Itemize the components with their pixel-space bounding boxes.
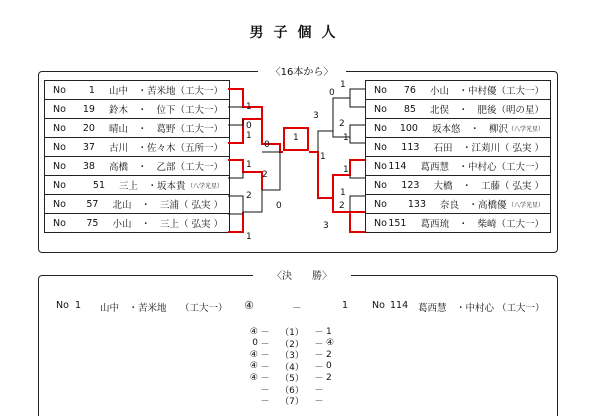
entry-num: 20 [82, 122, 95, 134]
bout-r: 1 [326, 326, 332, 337]
final-left-num: 1 [75, 300, 82, 311]
score-l5: 2 [262, 170, 268, 180]
entry-no: No [374, 179, 387, 191]
final-left-name: 山中 ・苦米地 [100, 303, 167, 314]
entry-aff: （八学光星） [507, 125, 544, 133]
entry-aff: （八学光星） [186, 182, 223, 190]
bout-r: 0 [326, 361, 332, 372]
entry-num: 123 [401, 179, 420, 191]
entry-num: 51 [92, 179, 105, 191]
final-right-aff: （工大一） [497, 303, 545, 314]
bout-n: （7） [280, 397, 304, 408]
entry-num: 75 [86, 217, 99, 229]
bout-r: ④ [326, 338, 335, 349]
entry-num: 37 [82, 141, 95, 153]
bout-dash: － [314, 328, 324, 339]
final-right-no: No [372, 300, 385, 311]
entry-aff: （八学光星） [507, 201, 544, 209]
entry-num: 113 [401, 141, 420, 153]
entry-aff: （工大一） [496, 86, 544, 97]
bout-dash: － [260, 374, 270, 385]
bout-dash: － [314, 385, 324, 396]
entry-name: 晴山 ・ 葛野 [108, 124, 176, 135]
bout-l: ④ [249, 372, 258, 383]
entry-num: 1 [88, 84, 95, 96]
entry-no: No [374, 217, 387, 229]
entry-name: 坂本悠 ・ 柳沢 [431, 124, 508, 135]
bout-dash: － [260, 362, 270, 373]
bout-n: （5） [280, 374, 304, 385]
bout-n: （1） [280, 328, 304, 339]
entry-name: 山中 ・苦米地 [108, 86, 176, 97]
score-center-right: 1 [320, 152, 326, 162]
bout-l: ④ [249, 349, 258, 360]
final-bout-list [240, 326, 360, 407]
entry-aff: （明の星） [496, 105, 544, 116]
score-l1: 1 [246, 102, 252, 112]
final-right-score: 1 [342, 300, 349, 311]
entry-name: 北俣 ・ 肥後 [429, 105, 497, 116]
page-title: 男子個人 [249, 25, 346, 41]
entry-no: No [374, 122, 387, 134]
entry-num: 85 [403, 103, 416, 115]
bout-dash: － [314, 397, 324, 408]
final-right-name: 葛西慧 ・中村心 [418, 303, 495, 314]
score-r1: 1 [340, 80, 346, 90]
score-r1-top: 3 [313, 111, 319, 121]
entry-name: 葛西慧 ・中村心 [420, 162, 497, 173]
entry-no: No [374, 141, 387, 153]
entry-num: 38 [82, 160, 95, 172]
score-r7: 1 [343, 165, 349, 175]
entry-no: No [53, 122, 66, 134]
score-r5: 1 [340, 188, 346, 198]
bout-dash: － [314, 374, 324, 385]
entry-aff: （工大一） [496, 162, 544, 173]
bout-row [240, 395, 360, 407]
bracket-title: 〈16本から〉 [258, 63, 346, 78]
entry-name: 石田 ・江苅川 [433, 143, 500, 154]
score-r2: 2 [339, 119, 345, 129]
entry-name: 奈良 ・高橋優 [440, 200, 507, 211]
entry-no: No [53, 179, 66, 191]
score-final-win: 1 [293, 133, 299, 143]
bout-n: （3） [280, 351, 304, 362]
entry-aff: （工大一） [175, 86, 223, 97]
entry-aff: （工大一） [496, 219, 544, 230]
final-right-num: 114 [390, 300, 409, 311]
bout-l: ④ [249, 326, 258, 337]
entry-num: 133 [407, 198, 426, 210]
entry-no: No [53, 141, 66, 153]
entry-name: 小山 ・ 三上 [112, 219, 179, 230]
final-left-score: ④ [244, 299, 254, 312]
entry-aff: （ 弘実 ） [499, 143, 544, 154]
entry-no: No [374, 198, 387, 210]
entry-name: 鈴木 ・ 位下 [108, 105, 176, 116]
entry-name: 古川 ・佐々木 [108, 143, 176, 154]
entry-num: 57 [86, 198, 99, 210]
entry-no: No [374, 103, 387, 115]
final-title: 〈決 勝〉 [253, 267, 351, 282]
bout-n: （6） [280, 385, 304, 396]
bout-dash: － [260, 385, 270, 396]
entry-no: No [53, 198, 66, 210]
score-l8: 0 [276, 201, 282, 211]
bout-dash: － [314, 339, 324, 350]
score-l9: 1 [246, 232, 252, 242]
entry-num: 151 [388, 217, 407, 229]
score-r3: 1 [343, 133, 349, 143]
entry-aff: （ 弘実 ） [178, 219, 223, 230]
bout-n: （2） [280, 339, 304, 350]
bout-l: ④ [249, 361, 258, 372]
bout-dash: － [260, 351, 270, 362]
score-r4: 0 [329, 88, 335, 98]
final-dash: － [292, 303, 302, 314]
entry-aff: （五所一） [175, 143, 223, 154]
entry-name: 高橋 ・ 乙部 [108, 162, 176, 173]
entry-aff: （工大一） [175, 162, 223, 173]
score-l2: 0 [246, 121, 252, 131]
entry-name: 葛西琉 ・ 柴崎 [420, 219, 497, 230]
entry-num: 114 [388, 160, 407, 172]
bout-dash: － [260, 328, 270, 339]
entry-aff: （ 弘実 ） [499, 181, 544, 192]
bout-r: 2 [326, 349, 332, 360]
score-l3: 0 [264, 140, 270, 150]
bout-n: （4） [280, 362, 304, 373]
entry-num: 19 [82, 103, 95, 115]
final-left-aff: （工大一） [180, 303, 228, 314]
entry-name: 大橋 ・ 工藤 [433, 181, 500, 192]
entry-aff: （工大一） [175, 105, 223, 116]
entry-no: No [53, 84, 66, 96]
final-left-no: No [56, 300, 69, 311]
entry-no: No [53, 217, 66, 229]
bout-dash: － [260, 339, 270, 350]
bout-r: 2 [326, 372, 332, 383]
entry-no: No [53, 103, 66, 115]
entry-aff: （工大一） [175, 124, 223, 135]
bout-dash: － [260, 397, 270, 408]
score-l7: 2 [246, 191, 252, 201]
entry-aff: （ 弘実 ） [178, 200, 223, 211]
entry-no: No [374, 84, 387, 96]
entry-num: 76 [403, 84, 416, 96]
score-r1-bottom: 3 [323, 221, 329, 231]
score-l6: 1 [246, 160, 252, 170]
entry-name: 北山 ・ 三浦 [112, 200, 179, 211]
bout-dash: － [314, 362, 324, 373]
entry-no: No [374, 160, 387, 172]
score-r6: 2 [339, 201, 345, 211]
entry-no: No [53, 160, 66, 172]
entry-name: 小山 ・中村優 [429, 86, 497, 97]
score-l4: 1 [246, 131, 252, 141]
bout-l: 0 [252, 338, 258, 349]
entry-name: 三上 ・坂本貴 [119, 181, 186, 192]
entry-num: 100 [399, 122, 418, 134]
bout-dash: － [314, 351, 324, 362]
